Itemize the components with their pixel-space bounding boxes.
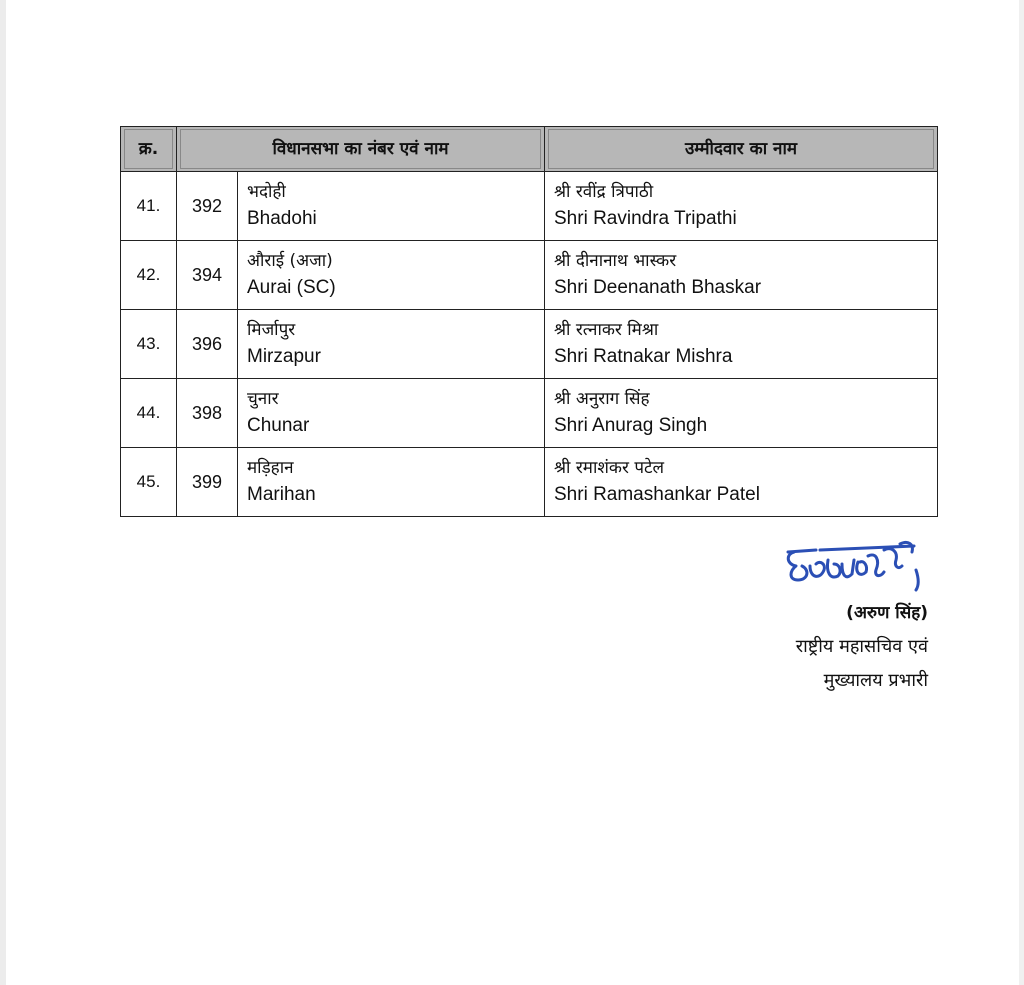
serial-cell: 44. xyxy=(121,379,177,448)
handwritten-signature xyxy=(780,530,940,600)
signatory-name: (अरुण सिंह) xyxy=(846,603,928,623)
constituency-name-english: Bhadohi xyxy=(247,208,317,229)
constituency-name-english: Aurai (SC) xyxy=(247,277,336,298)
candidate-name-hindi: श्री रमाशंकर पटेल xyxy=(554,458,665,478)
header-serial: क्र. xyxy=(121,127,177,172)
page-edge-right xyxy=(1019,0,1024,985)
candidate-name-cell xyxy=(545,379,938,448)
constituency-name-hindi: औराई (अजा) xyxy=(247,251,333,271)
constituency-name-english: Mirzapur xyxy=(247,346,321,367)
constituency-name-english: Marihan xyxy=(247,484,316,505)
candidate-name-english: Shri Ravindra Tripathi xyxy=(554,208,737,229)
constituency-number: 398 xyxy=(177,379,238,448)
signatory-title-line2: मुख्यालय प्रभारी xyxy=(823,670,928,691)
constituency-number: 392 xyxy=(177,172,238,241)
constituency-name-hindi: भदोही xyxy=(247,182,286,202)
table-row xyxy=(121,172,938,241)
candidate-name-english: Shri Deenanath Bhaskar xyxy=(554,277,762,298)
header-candidate: उम्मीदवार का नाम xyxy=(545,127,938,172)
constituency-name-cell xyxy=(238,379,545,448)
constituency-number: 396 xyxy=(177,310,238,379)
candidate-name-hindi: श्री रत्नाकर मिश्रा xyxy=(554,320,659,340)
page-edge xyxy=(0,0,6,985)
constituency-number: 399 xyxy=(177,448,238,517)
table-row xyxy=(121,448,938,517)
serial-cell: 41. xyxy=(121,172,177,241)
constituency-name-english: Chunar xyxy=(247,415,310,436)
candidate-name-hindi: श्री दीनानाथ भास्कर xyxy=(554,251,677,271)
constituency-name-cell xyxy=(238,241,545,310)
candidate-name-cell xyxy=(545,241,938,310)
candidate-name-cell xyxy=(545,172,938,241)
table-row xyxy=(121,310,938,379)
candidate-table xyxy=(120,126,938,517)
candidate-name-english: Shri Anurag Singh xyxy=(554,415,708,436)
serial-cell: 42. xyxy=(121,241,177,310)
candidate-name-hindi: श्री अनुराग सिंह xyxy=(554,389,650,409)
candidate-name-cell xyxy=(545,448,938,517)
serial-cell: 43. xyxy=(121,310,177,379)
table-header-row xyxy=(121,127,938,172)
constituency-number: 394 xyxy=(177,241,238,310)
table-row xyxy=(121,241,938,310)
candidate-name-cell xyxy=(545,310,938,379)
header-constituency: विधानसभा का नंबर एवं नाम xyxy=(177,127,545,172)
constituency-name-hindi: चुनार xyxy=(247,389,279,409)
constituency-name-hindi: मिर्जापुर xyxy=(247,320,296,340)
candidate-name-hindi: श्री रवींद्र त्रिपाठी xyxy=(554,182,654,202)
table-row xyxy=(121,379,938,448)
constituency-name-cell xyxy=(238,448,545,517)
constituency-name-hindi: मड़िहान xyxy=(247,458,294,478)
constituency-name-cell xyxy=(238,172,545,241)
constituency-name-cell xyxy=(238,310,545,379)
candidate-name-english: Shri Ratnakar Mishra xyxy=(554,346,733,367)
candidate-name-english: Shri Ramashankar Patel xyxy=(554,484,760,505)
signatory-title-line1: राष्ट्रीय महासचिव एवं xyxy=(795,636,928,657)
serial-cell: 45. xyxy=(121,448,177,517)
